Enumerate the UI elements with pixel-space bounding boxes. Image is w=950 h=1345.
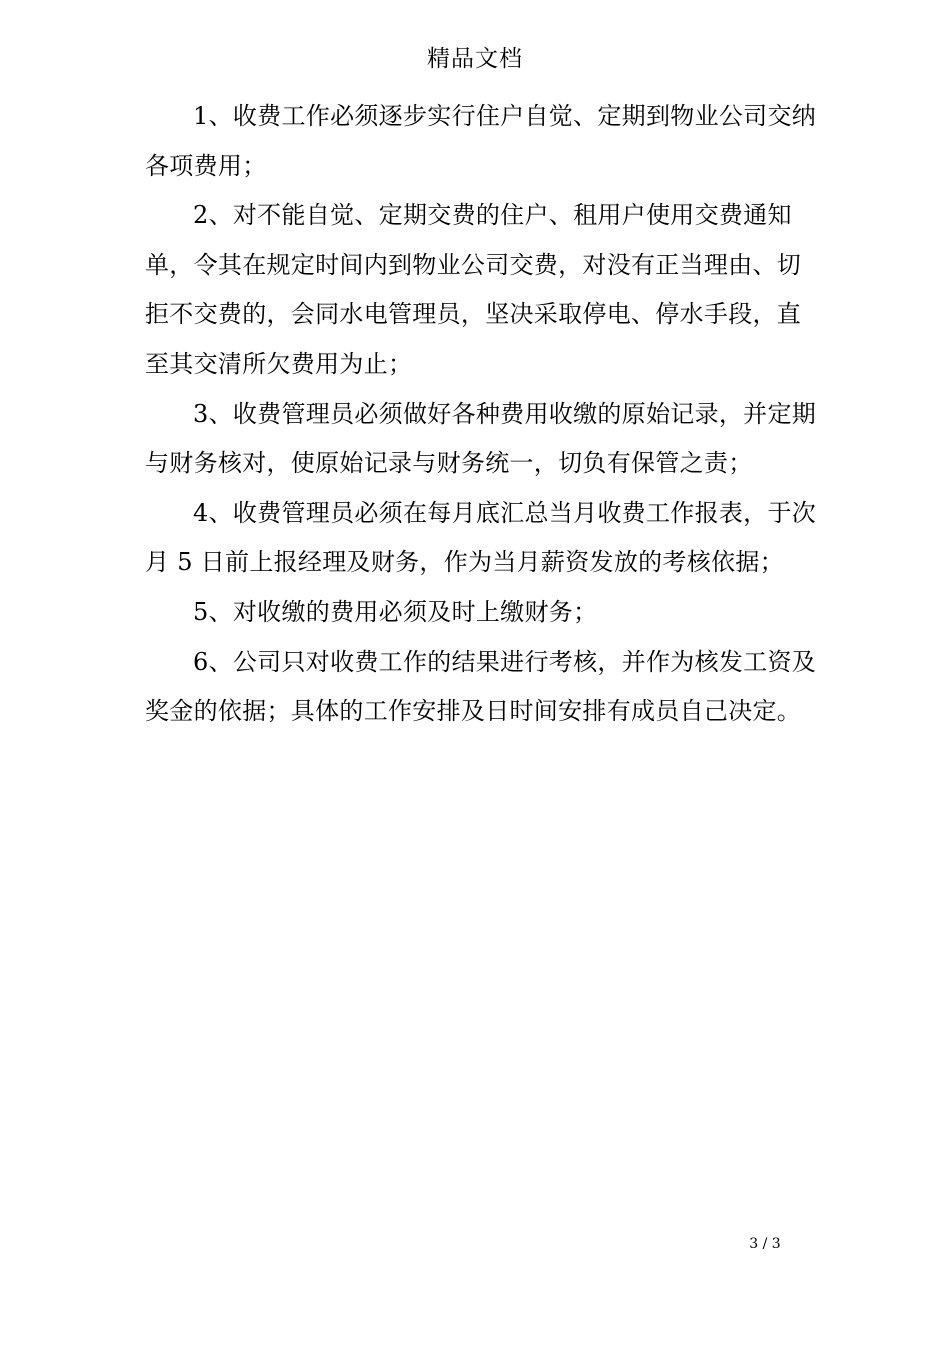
paragraph-6: 6、公司只对收费工作的结果进行考核，并作为核发工资及奖金的依据；具体的工作安排及日时间安排有成员自己决定。 bbox=[145, 647, 817, 726]
paragraph-1: 1、收费工作必须逐步实行住户自觉、定期到物业公司交纳各项费用； bbox=[145, 102, 817, 180]
page-number: 3 / 3 bbox=[749, 1236, 781, 1252]
paragraph-5: 5、对收缴的费用必须及时上缴财务； bbox=[193, 597, 598, 626]
paragraph-3: 3、收费管理员必须做好各种费用收缴的原始记录，并定期与财务核对，使原始记录与财务统一，切负有保管之责； bbox=[145, 399, 817, 478]
paragraph-4: 4、收费管理员必须在每月底汇总当月收费工作报表，于次月 5 日前上报经理及财务，作为当月薪资发放的考核依据； bbox=[145, 498, 817, 577]
page-header-title: 精品文档 bbox=[427, 46, 523, 72]
document-body bbox=[145, 92, 817, 737]
paragraph-2: 2、对不能自觉、定期交费的住户、租用户使用交费通知单，令其在规定时间内到物业公司交费，对没有正当理由、切拒不交费的，会同水电管理员，坚决采取停电、停水手段，直至其交清所欠费用为止； bbox=[145, 201, 802, 378]
